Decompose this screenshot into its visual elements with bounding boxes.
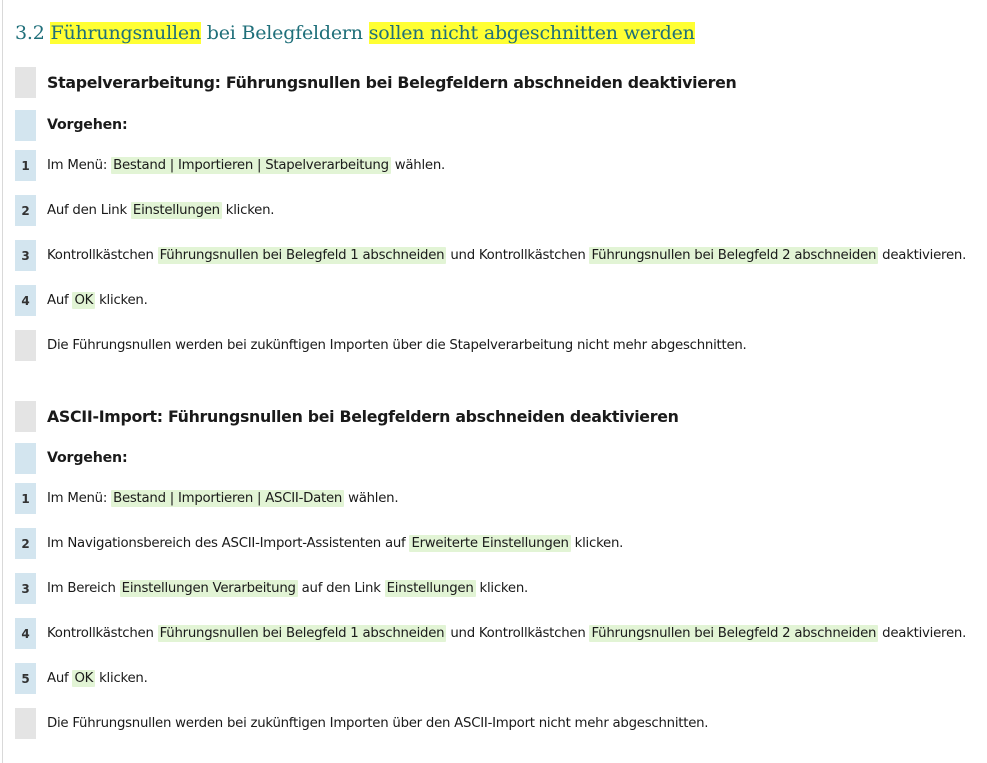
title-highlight-1: Führungsnullen bbox=[50, 22, 201, 44]
ui-label-menu-path: Bestand | Importieren | Stapelverarbeitung bbox=[113, 158, 389, 173]
section-marker bbox=[15, 67, 36, 98]
step-text bbox=[47, 573, 528, 604]
step-text-part: klicken. bbox=[221, 203, 275, 218]
step-text bbox=[47, 195, 274, 226]
step-text-part: auf den Link bbox=[297, 581, 385, 596]
ui-label-checkbox-2: Führungsnullen bei Belegfeld 2 abschneiden bbox=[591, 626, 877, 641]
step-text-part: klicken. bbox=[475, 581, 528, 596]
step-text bbox=[47, 528, 623, 559]
section1-result-row bbox=[15, 330, 975, 361]
step-text-part: deaktivieren. bbox=[878, 248, 967, 263]
step-text bbox=[47, 150, 445, 181]
section2-step-1 bbox=[15, 483, 975, 514]
step-text-part: Kontrollkästchen bbox=[47, 626, 158, 641]
section2-heading-row bbox=[15, 401, 975, 432]
section1-heading-row bbox=[15, 67, 975, 98]
section1-step-3 bbox=[15, 240, 975, 271]
section1-procedure-label: Vorgehen: bbox=[47, 117, 128, 133]
ui-label-ok: OK bbox=[74, 671, 94, 686]
step-text-part: und Kontrollkästchen bbox=[446, 626, 590, 641]
section2-procedure-row bbox=[15, 443, 975, 474]
ui-label-erweiterte-einstellungen: Erweiterte Einstellungen bbox=[411, 536, 569, 551]
step-text-part: Im Menü: bbox=[47, 491, 112, 506]
step-text bbox=[47, 285, 148, 316]
ui-label-einstellungen-verarbeitung: Einstellungen Verarbeitung bbox=[121, 581, 296, 596]
procedure-marker bbox=[15, 110, 36, 141]
step-text-part: und Kontrollkästchen bbox=[446, 248, 590, 263]
section1-heading: Stapelverarbeitung: Führungsnullen bei Belegfeldern abschneiden deaktivieren bbox=[47, 73, 737, 92]
section-marker bbox=[15, 401, 36, 432]
result-marker bbox=[15, 330, 36, 361]
ui-label-checkbox-2: Führungsnullen bei Belegfeld 2 abschneiden bbox=[591, 248, 877, 263]
step-text-part: Im Bereich bbox=[47, 581, 120, 596]
step-number: 5 bbox=[15, 663, 36, 694]
section1-step-2 bbox=[15, 195, 975, 226]
section2-result: Die Führungsnullen werden bei zukünftigen Importen über den ASCII-Import nicht mehr abgeschnitten. bbox=[47, 716, 709, 731]
ui-label-einstellungen: Einstellungen bbox=[386, 581, 474, 596]
step-number: 2 bbox=[15, 528, 36, 559]
title-part-3: bei Belegfeldern bbox=[200, 22, 369, 44]
left-border bbox=[2, 0, 3, 763]
step-text bbox=[47, 240, 966, 271]
section2-step-4 bbox=[15, 618, 975, 649]
ui-label-checkbox-1: Führungsnullen bei Belegfeld 1 abschneiden bbox=[159, 248, 445, 263]
section1-procedure-row bbox=[15, 110, 975, 141]
step-number: 1 bbox=[15, 483, 36, 514]
section2-procedure-label: Vorgehen: bbox=[47, 450, 128, 466]
page-title bbox=[15, 22, 695, 44]
section1-result: Die Führungsnullen werden bei zukünftigen Importen über die Stapelverarbeitung nicht mehr abgeschnitten. bbox=[47, 338, 747, 353]
step-text-part: wählen. bbox=[344, 491, 399, 506]
section2-result-row bbox=[15, 708, 975, 739]
section2-step-3 bbox=[15, 573, 975, 604]
step-number: 4 bbox=[15, 618, 36, 649]
step-number: 1 bbox=[15, 150, 36, 181]
step-text-part: wählen. bbox=[390, 158, 445, 173]
step-text-part: klicken. bbox=[95, 671, 148, 686]
step-number: 2 bbox=[15, 195, 36, 226]
step-text bbox=[47, 483, 398, 514]
ui-label-checkbox-1: Führungsnullen bei Belegfeld 1 abschneiden bbox=[159, 626, 445, 641]
step-text-part: klicken. bbox=[95, 293, 148, 308]
procedure-marker bbox=[15, 443, 36, 474]
step-text-part: Im Menü: bbox=[47, 158, 112, 173]
step-number: 3 bbox=[15, 240, 36, 271]
step-number: 3 bbox=[15, 573, 36, 604]
title-part-1: 3.2 bbox=[15, 22, 51, 44]
step-text-part: Im Navigationsbereich des ASCII-Import-Assistenten auf bbox=[47, 536, 410, 551]
step-text-part: Auf bbox=[47, 293, 73, 308]
step-text-part: klicken. bbox=[570, 536, 624, 551]
section1-step-1 bbox=[15, 150, 975, 181]
title-highlight-2: sollen nicht abgeschnitten werden bbox=[368, 22, 695, 44]
section1-step-4 bbox=[15, 285, 975, 316]
step-text bbox=[47, 618, 966, 649]
ui-label-ok: OK bbox=[74, 293, 94, 308]
ui-label-menu-path: Bestand | Importieren | ASCII-Daten bbox=[113, 491, 343, 506]
step-text-part: Auf bbox=[47, 671, 73, 686]
step-text-part: deaktivieren. bbox=[878, 626, 967, 641]
section2-step-2 bbox=[15, 528, 975, 559]
result-marker bbox=[15, 708, 36, 739]
section2-step-5 bbox=[15, 663, 975, 694]
step-number: 4 bbox=[15, 285, 36, 316]
step-text-part: Kontrollkästchen bbox=[47, 248, 158, 263]
section2-heading: ASCII-Import: Führungsnullen bei Belegfeldern abschneiden deaktivieren bbox=[47, 407, 679, 426]
ui-label-einstellungen: Einstellungen bbox=[132, 203, 220, 218]
step-text bbox=[47, 663, 148, 694]
step-text-part: Auf den Link bbox=[47, 203, 131, 218]
